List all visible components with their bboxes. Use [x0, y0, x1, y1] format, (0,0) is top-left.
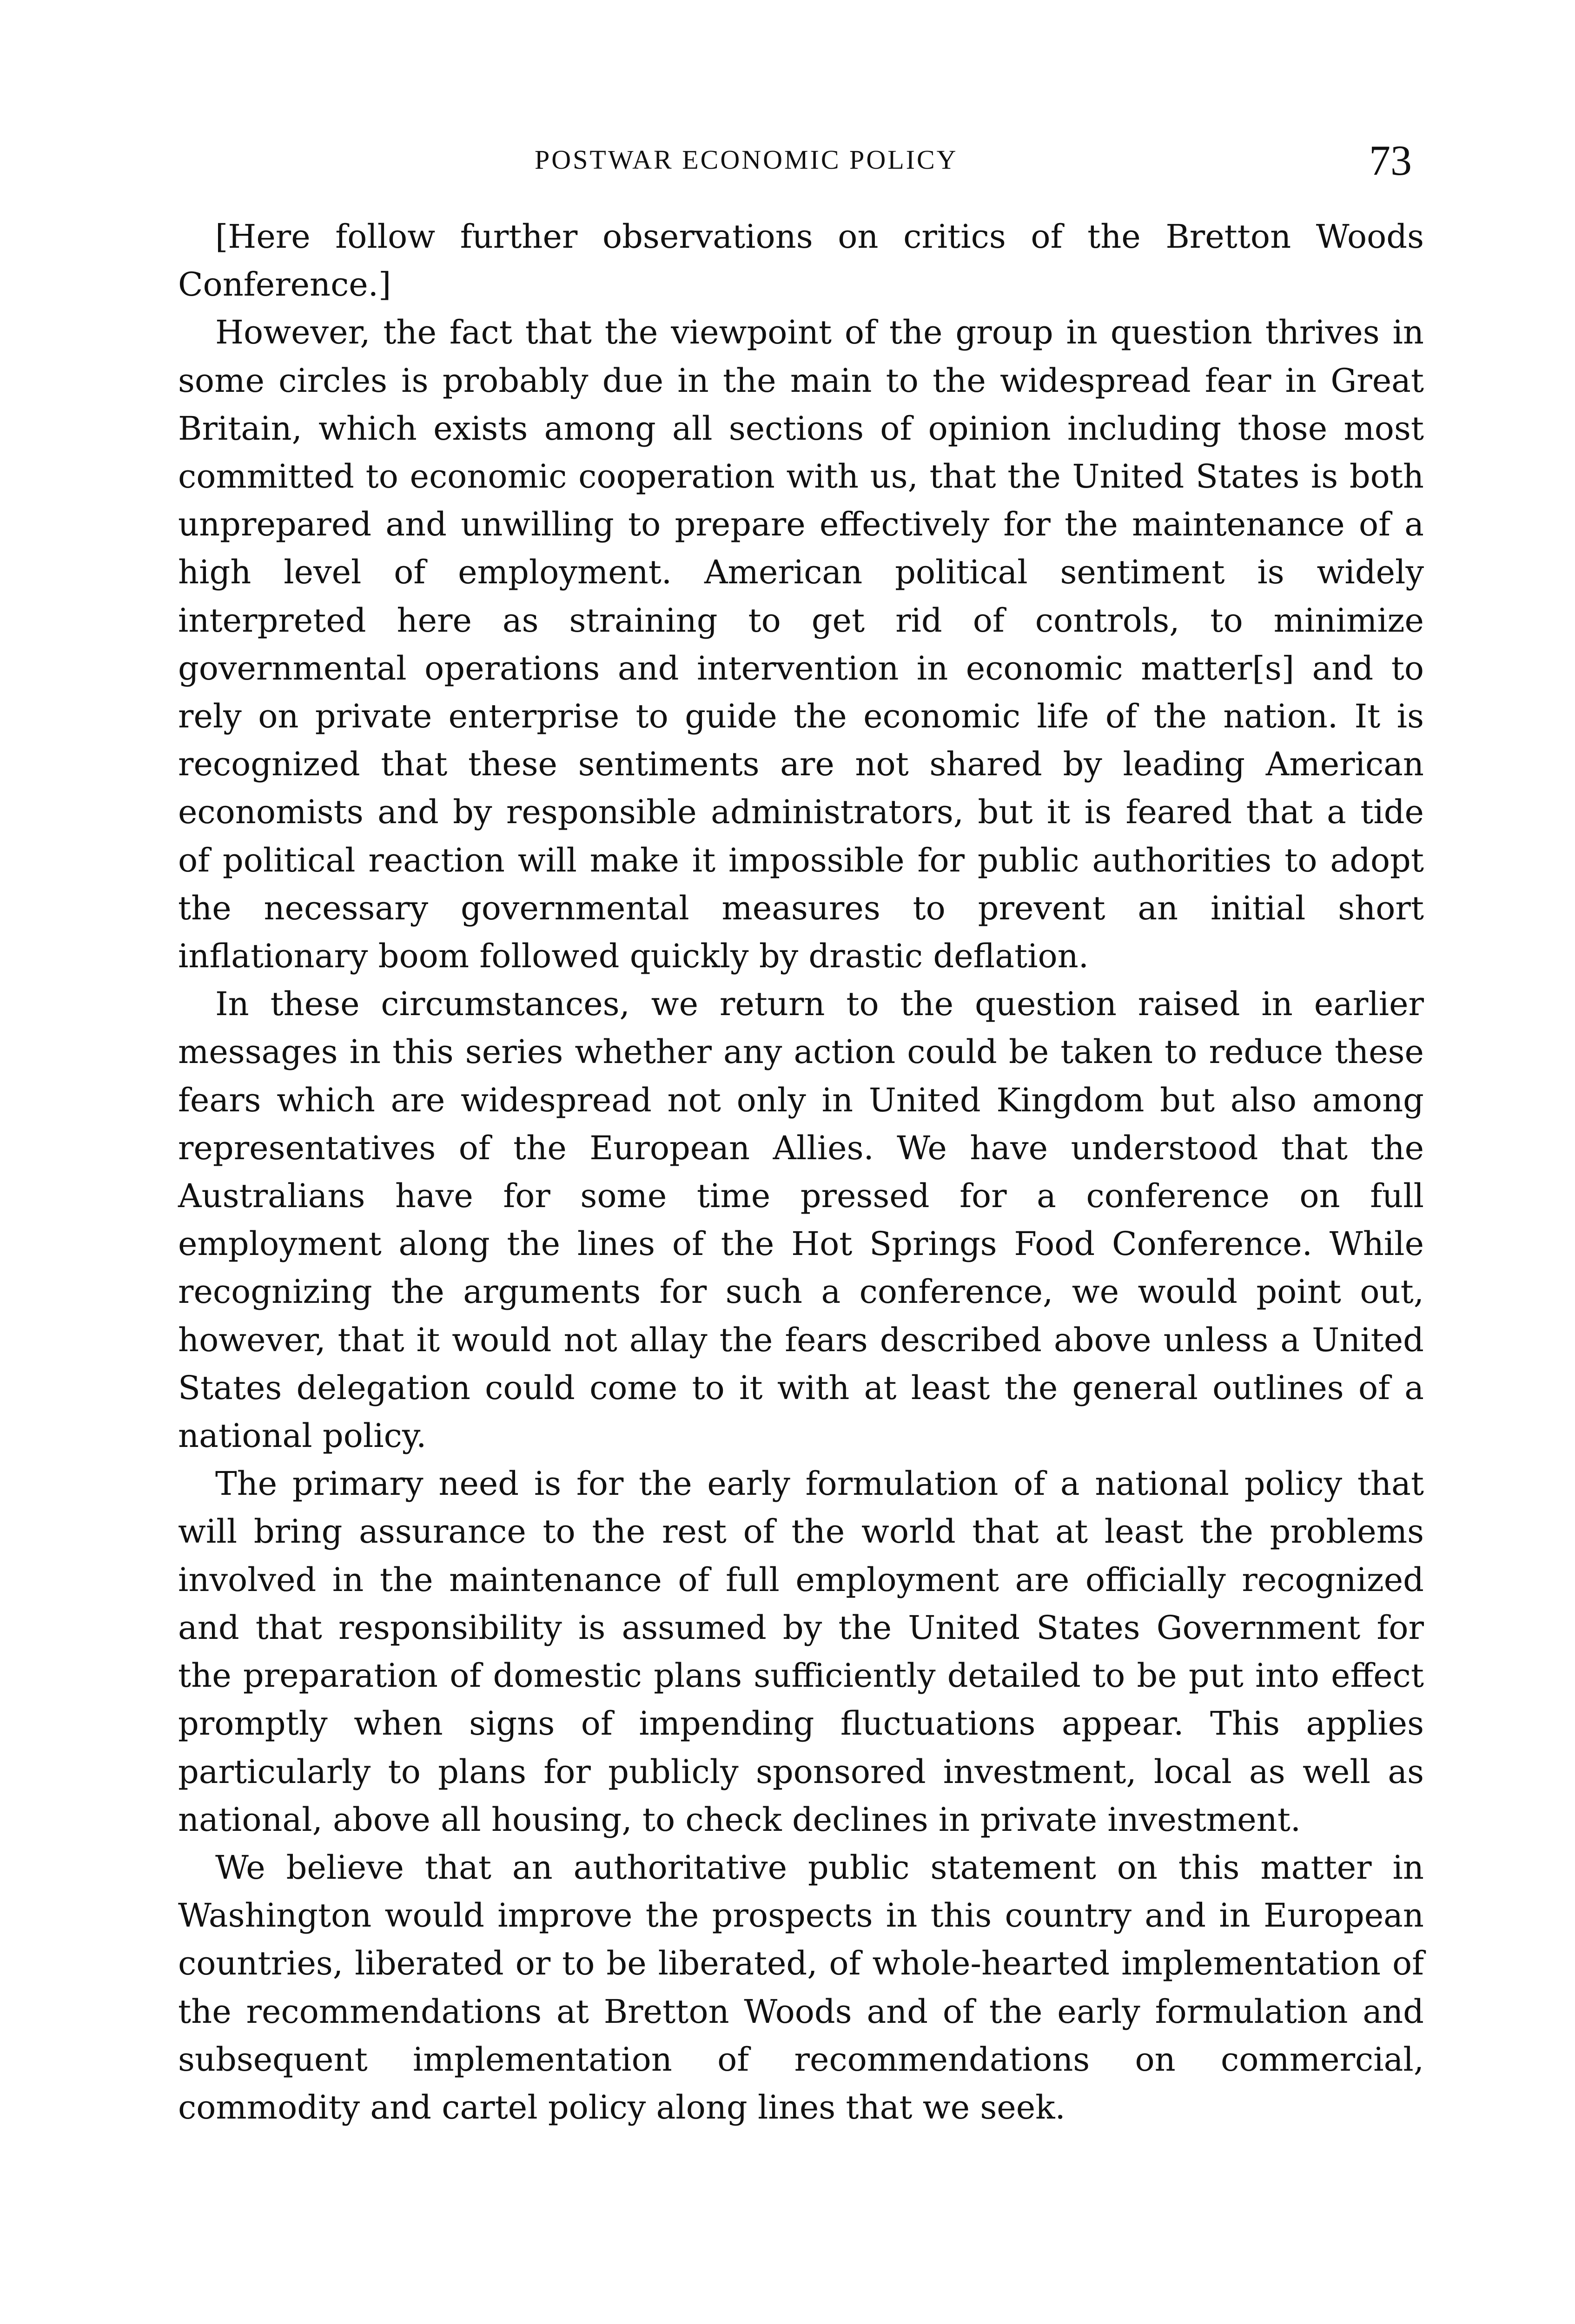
- body-text: [178, 213, 1424, 2132]
- paragraph-public-statement: We believe that an authoritative public statement on this matter in Washington would improve the prospects in this country and in European countries, liberated or to be liberated, of whole-hearted implementation of the recommendations at Bretton Woods and of the early formulation and subsequent implementation of recommendations on commercial, commodity and cartel policy along lines that we seek.: [178, 1848, 1424, 2126]
- paragraph-editorial-note: [Here follow further observations on critics of the Bretton Woods Conference.]: [178, 218, 1424, 304]
- page-number: 73: [1369, 137, 1412, 184]
- running-head: [0, 139, 1575, 195]
- running-title: POSTWAR ECONOMIC POLICY: [535, 145, 958, 175]
- paragraph-conference-question: In these circumstances, we return to the question raised in earlier messages in this series whether any action could be taken to reduce these fears which are widespread not only in United Kingdom but also among representatives of the European Allies. We have understood that the Australians have for some time pressed for a conference on full employment along the lines of the Hot Springs Food Conference. While recognizing the arguments for such a conference, we would point out, however, that it would not allay the fears described above unless a United States delegation could come to it with at least the general outlines of a national policy.: [178, 985, 1424, 1455]
- paragraph-national-policy: The primary need is for the early formulation of a national policy that will bring assurance to the rest of the world that at least the problems involved in the maintenance of full employment are officially recognized and that responsibility is assumed by the United States Government for the preparation of domestic plans sufficiently detailed to be put into effect promptly when signs of impending fluctuations appear. This applies particularly to plans for publicly sponsored investment, local as well as national, above all housing, to check declines in private investment.: [178, 1465, 1424, 1839]
- paragraph-british-fears: However, the fact that the viewpoint of the group in question thrives in some circles is probably due in the main to the widespread fear in Great Britain, which exists among all sections of opinion including those most committed to economic cooperation with us, that the United States is both unprepared and unwilling to prepare effectively for the maintenance of a high level of employment. American political sentiment is widely interpreted here as straining to get rid of controls, to minimize governmental operations and intervention in economic matter[s] and to rely on private enterprise to guide the economic life of the nation. It is recognized that these sentiments are not shared by leading American economists and by responsible administrators, but it is feared that a tide of political reaction will make it impossible for public authorities to adopt the necessary governmental measures to prevent an initial short inflationary boom followed quickly by drastic deflation.: [178, 313, 1424, 976]
